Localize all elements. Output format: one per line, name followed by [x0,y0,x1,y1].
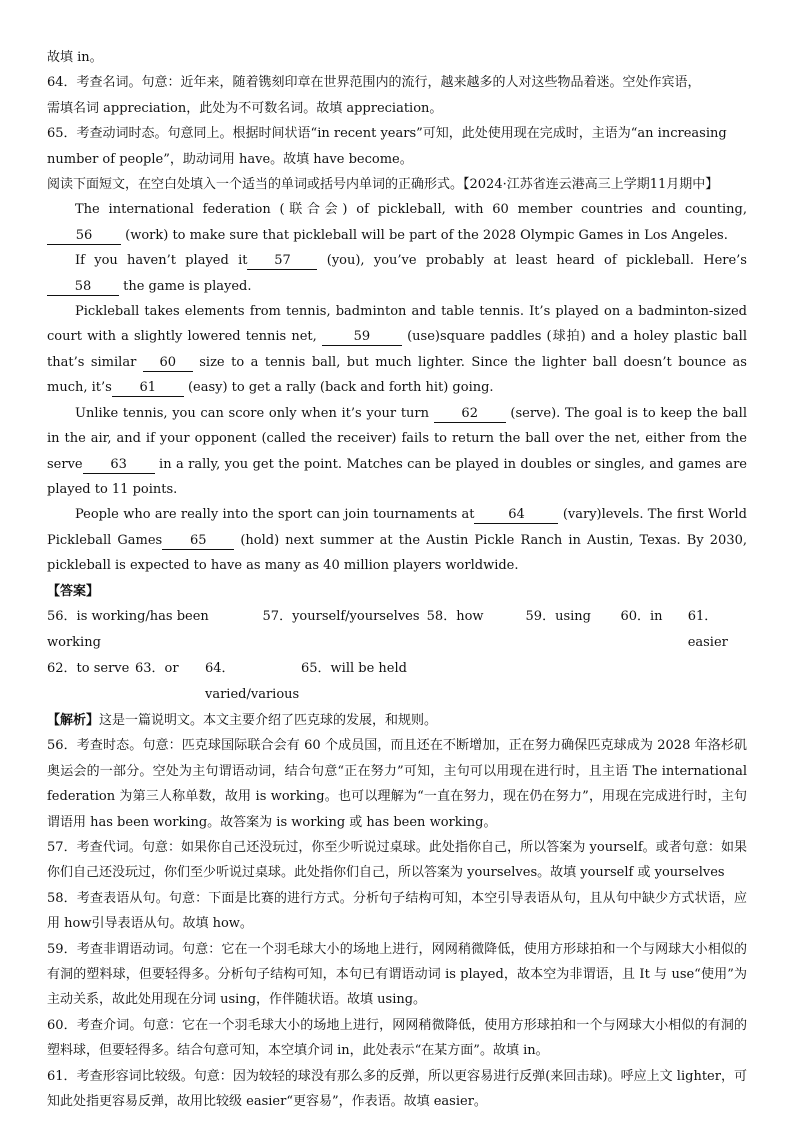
passage-text: People who are really into the sport can join tournaments at [75,507,475,523]
explanation-64-line1: 64．考查名词。句意：近年来，随着镌刻印章在世界范围内的流行，越来越多的人对这些物品着迷。空处作宾语， [47,75,701,91]
analysis-intro-text: 这是一篇说明文。本文主要介绍了匹克球的发展，和规则。 [99,712,438,728]
explanation-57: 57．考查代词。句意：如果你自己还没玩过，你至少听说过桌球。此处指你自己，所以答案为 yourself。或者句意：如果你们自己还没玩过，你们至少听说过桌球。此处指你们自己，所以答案为 yourselves。故填 yourself 或 yourselves [47,839,747,881]
passage-text: the game is played. [119,278,252,294]
passage-text: (work) to make sure that pickleball will be part of the 2028 Olympic Games in Los Angeles. [121,227,728,243]
answer-65: 65．will be held [301,660,407,676]
analysis-heading: 【解析】 [47,712,100,728]
explanation-58: 58．考查表语从句。句意：下面是比赛的进行方式。分析句子结构可知，本空引导表语从句，且从句中缺少方式状语，应用 how引导表语从句。故填 how。 [47,890,747,932]
blank-63: 63 [83,457,155,474]
passage-text: (serve). The goal is to keep the ball in the air, and if your opponent (called the receiver) fails to return the ball over the net, either from the serve [47,405,747,472]
answer-57: 57．yourself/yourselves [262,608,420,624]
answer-58: 58．how [426,608,484,624]
passage-text: (easy) to get a rally (back and forth hit) going. [183,380,494,396]
answer-59: 59．using [525,608,591,624]
passage-text: in a rally, you get the point. Matches can be played in doubles or singles, and games are played to 11 points. [47,456,747,497]
passage-text: (you), you’ve probably at least heard of pickleball. Here’s [317,253,747,269]
passage-text: Pickleball takes elements from tennis, badminton and table tennis. It’s played on a badminton-sized court with a slightly lowered tennis net, [47,304,747,345]
answer-heading: 【答案】 [47,583,100,599]
explanation-65-line2: number of people”，助动词用 have。故填 have become。 [47,151,413,167]
passage-text: If you haven’t played it [75,253,248,269]
passage-text: (use)square paddles (球拍) and a holey plastic ball that’s similar [47,329,747,370]
blank-61: 61 [112,380,184,397]
passage-text: size to a tennis ball, but much lighter. Since the lighter ball doesn’t bounce as much, it’s [47,354,747,396]
explanation-60: 60．考查介词。句意：它在一个羽毛球大小的场地上进行，网网稍微降低，使用方形球拍和一个与网球大小相似的有洞的塑料球，但要轻得多。结合句意可知，本空填介词 in，此处表示“在某方面”。故填 in。 [47,1017,747,1059]
answer-row-2 [47,656,747,708]
passage-paragraph-3 [47,299,747,401]
blank-65: 65 [162,533,234,550]
passage-paragraph-5 [47,502,747,578]
document-page [47,45,747,1114]
explanation-61: 61．考查形容词比较级。句意：因为较轻的球没有那么多的反弹，所以更容易进行反弹(来回击球)。呼应上文 lighter，可知此处指更容易反弹，故用比较级 easier“更容易”，作表语。故填 easier。 [47,1068,747,1110]
blank-58: 58 [47,279,119,296]
passage-paragraph-4 [47,401,747,503]
passage-text: (hold) next summer at the Austin Pickle Ranch in Austin, Texas. By 2030, pickleball is expected to have as many as 40 million players worldwide. [47,532,748,574]
explanation-65-line1: 65．考查动词时态。句意同上。根据时间状语“in recent years”可知，此处使用现在完成时，主语为“an increasing [47,126,727,142]
instruction [47,172,747,197]
instruction-text: 阅读下面短文，在空白处填入一个适当的单词或括号内单词的正确形式。 [47,177,464,193]
blank-60: 60 [143,355,193,372]
prev-answer-line: 故填 in。 [47,50,103,65]
analysis-intro [47,708,747,733]
explanation-59: 59．考查非谓语动词。句意：它在一个羽毛球大小的场地上进行，网网稍微降低，使用方形球拍和一个与网球大小相似的有洞的塑料球，但要轻得多。分析句子结构可知，本句已有谓语动词 is played，故本空为非谓语，且 It 与 use“使用”为主动关系，故此处用现在分词 using，作伴随状语。故填 using。 [47,941,747,1008]
instruction-source: 【2024·江苏省连云港高三上学期11月期中】 [463,177,719,193]
passage-text: (vary)levels. The first World Pickleball Games [47,507,747,548]
explanation-64-line2: 需填名词 appreciation，此处为不可数名词。故填 appreciation。 [47,100,443,116]
passage-paragraph-2 [47,248,747,299]
answer-61: 61．easier [687,608,728,650]
blank-62: 62 [434,406,506,423]
answer-63: 63．or [135,660,179,676]
passage-text: The international federation (联合会) of pickleball, with 60 member countries and counting, [75,202,747,218]
explanation-56: 56．考查时态。句意：匹克球国际联合会有 60 个成员国，而且还在不断增加，正在努力确保匹克球成为 2028 年洛杉矶奥运会的一部分。空处为主句谓语动词，结合句意“正在努力”可知，主句可以用现在进行时，且主语 The international federation 为第三人称单数，故用 is working。也可以理解为“一直在努力，现在仍在努力”，用现在完成进行时，主句谓语用 has been working。故答案为 is working 或 has been working。 [47,738,747,830]
blank-64: 64 [474,507,558,524]
blank-59: 59 [322,329,402,346]
blank-57: 57 [247,253,317,270]
blank-56: 56 [47,228,121,245]
answer-56: 56．is working/has been working [47,608,209,650]
passage-paragraph-1 [47,197,747,248]
passage-text: Unlike tennis, you can score only when it’s your turn [75,405,434,421]
answer-row-1 [47,604,747,656]
answer-60: 60．in [620,608,663,624]
answer-64: 64．varied/various [205,660,300,702]
answer-62: 62．to serve [47,660,130,676]
